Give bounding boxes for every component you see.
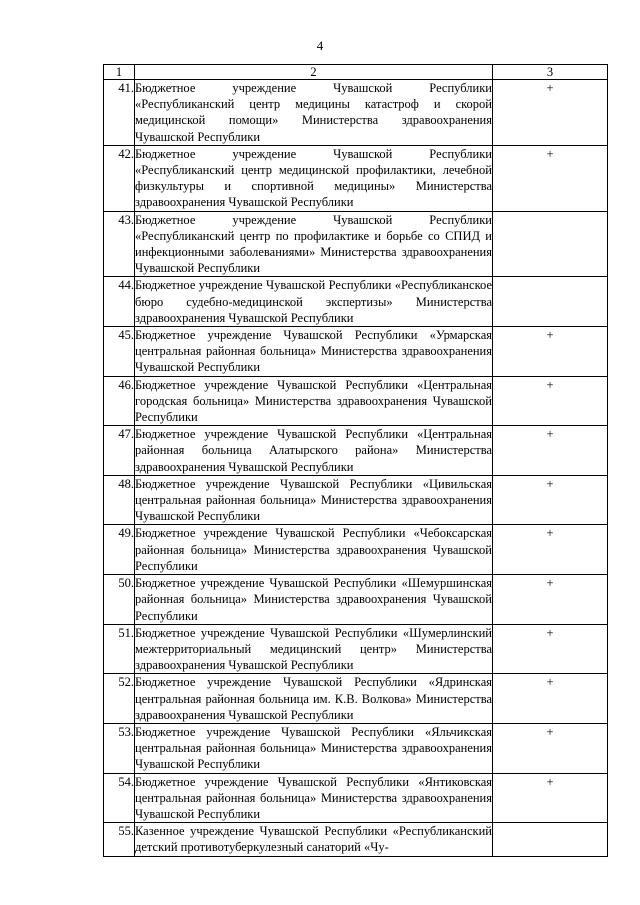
- row-mark: [493, 211, 608, 277]
- row-number: 41.: [104, 80, 135, 146]
- column-header-institution: 2: [135, 65, 493, 80]
- institution-name: Бюджетное учреждение Чувашской Республики «Янтиковская центральная районная больница» Министерства здравоохранения Чувашской Республики: [135, 774, 492, 821]
- institution-name: Бюджетное учреждение Чувашской Республики «Центральная районная больница Алатырского района» Министерства здравоохранения Чувашской Республики: [135, 427, 492, 474]
- row-number: 42.: [104, 145, 135, 211]
- table-header: [104, 65, 608, 80]
- table-row: [104, 277, 608, 327]
- table-row: [104, 145, 608, 211]
- institution-name: Бюджетное учреждение Чувашской Республики «Шемуршинская районная больница» Министерства здравоохранения Чувашской Республики: [135, 576, 492, 623]
- table-row: [104, 211, 608, 277]
- table-row: [104, 674, 608, 724]
- institution-name: Бюджетное учреждение Чувашской Республики «Республиканский центр медицины катастроф и скорой медицинской помощи» Министерства здравоохранения Чувашской Республики: [135, 81, 492, 144]
- column-header-mark: 3: [493, 65, 608, 80]
- row-number: 51.: [104, 624, 135, 674]
- institution-name: Казенное учреждение Чувашской Республики «Республиканский детский противотуберкулезный санаторий «Чу-: [135, 824, 492, 855]
- row-mark: [493, 277, 608, 327]
- row-mark: +: [493, 327, 608, 377]
- row-number: 46.: [104, 376, 135, 426]
- table-row: [104, 823, 608, 856]
- row-number: 54.: [104, 773, 135, 823]
- row-mark: +: [493, 145, 608, 211]
- row-number: 44.: [104, 277, 135, 327]
- table-row: [104, 723, 608, 773]
- table-row: [104, 80, 608, 146]
- institutions-table: [103, 64, 608, 857]
- row-mark: +: [493, 575, 608, 625]
- institution-name: Бюджетное учреждение Чувашской Республики «Яльчикская центральная районная больница» Министерства здравоохранения Чувашской Республики: [135, 724, 492, 772]
- row-mark: [493, 823, 608, 856]
- row-number: 55.: [104, 823, 135, 856]
- row-number: 53.: [104, 723, 135, 773]
- table-row: [104, 624, 608, 674]
- table-row: [104, 376, 608, 426]
- row-number: 50.: [104, 575, 135, 625]
- institution-name: Бюджетное учреждение Чувашской Республики «Цивильская центральная районная больница» Министерства здравоохранения Чувашской Республики: [135, 476, 492, 524]
- table-row: [104, 426, 608, 476]
- row-mark: +: [493, 80, 608, 146]
- row-number: 43.: [104, 211, 135, 277]
- row-mark: +: [493, 773, 608, 823]
- row-number: 52.: [104, 674, 135, 724]
- row-mark: +: [493, 723, 608, 773]
- table-row: [104, 475, 608, 525]
- institution-name: Бюджетное учреждение Чувашской Республики «Республиканское бюро судебно-медицинской экспертизы» Министерства здравоохранения Чувашской Республики: [135, 278, 492, 325]
- row-number: 47.: [104, 426, 135, 476]
- table-row: [104, 575, 608, 625]
- institution-name: Бюджетное учреждение Чувашской Республики «Чебоксарская районная больница» Министерства здравоохранения Чувашской Республики: [135, 526, 492, 573]
- row-number: 49.: [104, 525, 135, 575]
- page-number: 4: [316, 38, 324, 53]
- row-mark: +: [493, 525, 608, 575]
- column-header-number: 1: [104, 65, 135, 80]
- row-mark: +: [493, 426, 608, 476]
- table-row: [104, 773, 608, 823]
- row-number: 48.: [104, 475, 135, 525]
- institution-name: Бюджетное учреждение Чувашской Республики «Республиканский центр по профилактике и борьбе со СПИД и инфекционными заболеваниями» Министерства здравоохранения Чувашской Республики: [135, 212, 492, 276]
- row-mark: +: [493, 475, 608, 525]
- row-mark: +: [493, 376, 608, 426]
- table-body: [104, 80, 608, 857]
- header-row: [104, 65, 608, 80]
- table-row: [104, 525, 608, 575]
- institution-name: Бюджетное учреждение Чувашской Республики «Ядринская центральная районная больница им. К.В. Волкова» Министерства здравоохранения Чувашской Республики: [135, 675, 492, 722]
- row-mark: +: [493, 624, 608, 674]
- row-number: 45.: [104, 327, 135, 377]
- table-row: [104, 327, 608, 377]
- institution-name: Бюджетное учреждение Чувашской Республики «Республиканский центр медицинской профилактики, лечебной физкультуры и спортивной медицины» Министерства здравоохранения Чувашской Республики: [135, 146, 492, 210]
- institution-name: Бюджетное учреждение Чувашской Республики «Урмарская центральная районная больница» Министерства здравоохранения Чувашской Республики: [135, 328, 492, 375]
- institution-name: Бюджетное учреждение Чувашской Республики «Шумерлинский межтерриториальный медицинский центр» Министерства здравоохранения Чувашской Республики: [135, 625, 492, 673]
- institution-name: Бюджетное учреждение Чувашской Республики «Центральная городская больница» Министерства здравоохранения Чувашской Республики: [135, 377, 492, 425]
- row-mark: +: [493, 674, 608, 724]
